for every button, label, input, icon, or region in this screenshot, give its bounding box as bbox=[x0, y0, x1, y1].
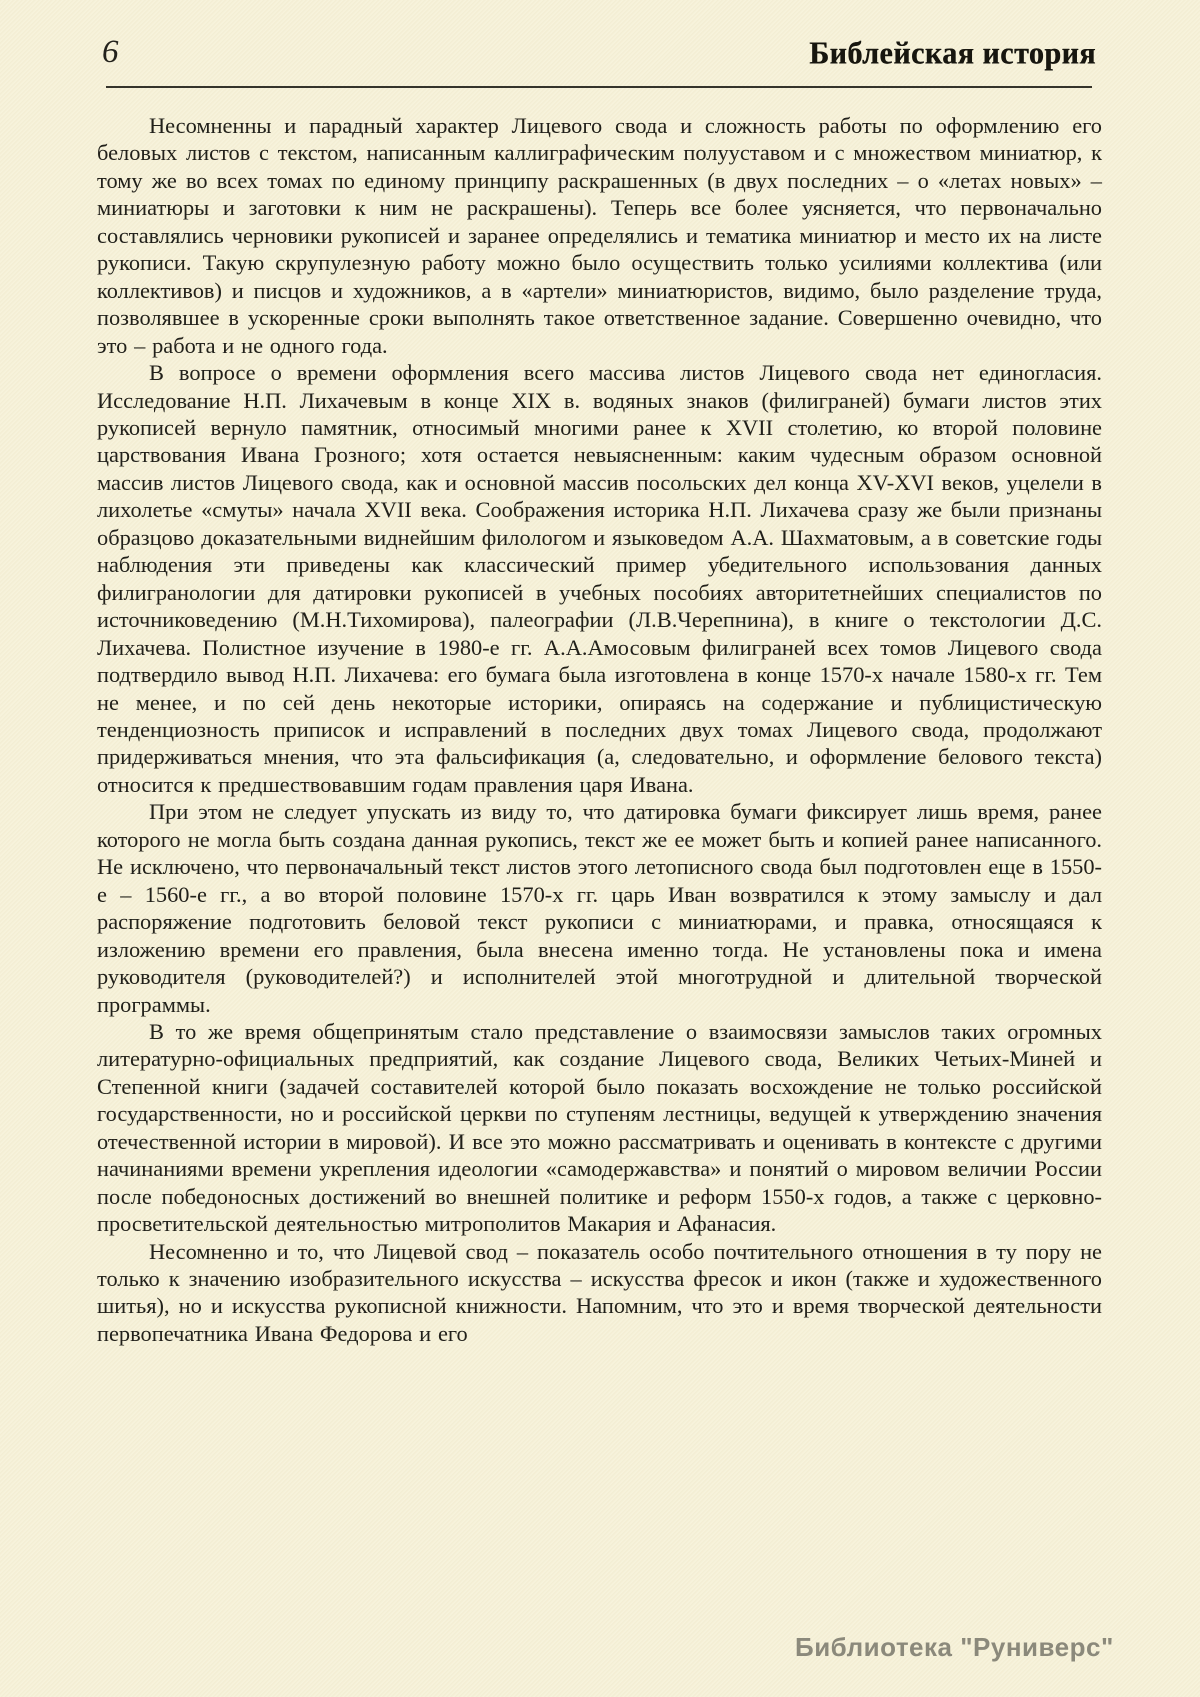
body-text bbox=[97, 112, 1102, 1347]
running-head-title: Библейская история bbox=[809, 36, 1096, 71]
paragraph: При этом не следует упускать из виду то, что датировка бумаги фиксирует лишь время, ранее которого не могла быть создана данная рукопись, текст же ее может быть и копией ранее написанного. Не исключено, что первоначальный текст листов этого летописного свода был подготовлен еще в 1550-е – 1560-е гг., а во второй половине 1570-х гг. царь Иван возвратился к этому замыслу и дал распоряжение подготовить беловой текст рукописи с миниатюрами, и правка, относящаяся к изложению времени его правления, была внесена именно тогда. Не установлены пока и имена руководителя (руководителей?) и исполнителей этой многотрудной и длительной творческой программы. bbox=[97, 799, 1102, 1017]
header-rule bbox=[106, 86, 1092, 88]
page-number: 6 bbox=[102, 34, 119, 70]
library-watermark: Библиотека "Руниверс" bbox=[795, 1632, 1114, 1662]
page-header bbox=[100, 30, 1096, 80]
paragraph: Несомненно и то, что Лицевой свод – показатель особо почтительного отношения в ту пору не только к значению изобразительного искусства – искусства фресок и икон (также и художественного шитья), но и искусства рукописной книжности. Напомним, что это и время творческой деятельности первопечатника Ивана Федорова и его bbox=[97, 1238, 1102, 1346]
paragraph: Несомненны и парадный характер Лицевого свода и сложность работы по оформлению его беловых листов с текстом, написанным каллиграфическим полууставом и с множеством миниатюр, к тому же во всех томах по единому принципу раскрашенных (в двух последних – о «летах новых» – миниатюры и заготовки к ним не раскрашены). Теперь все более уясняется, что первоначально составлялись черновики рукописей и заранее определялись и тематика миниатюр и место их на листе рукописи. Такую скрупулезную работу можно было осуществить только усилиями коллектива (или коллективов) и писцов и художников, а в «артели» миниатюристов, видимо, было разделение труда, позволявшее в ускоренные сроки выполнять такое ответственное задание. Совершенно очевидно, что это – работа и не одного года. bbox=[97, 113, 1102, 358]
paragraph: В то же время общепринятым стало представление о взаимосвязи замыслов таких огромных литературно-официальных предприятий, как создание Лицевого свода, Великих Четьих-Миней и Степенной книги (задачей составителей которой было показать восхождение не только российской государственности, но и российской церкви по ступеням лестницы, ведущей к утверждению значения отечественной истории в мировой). И все это можно рассматривать и оценивать в контексте с другими начинаниями времени укрепления идеологии «самодержавства» и понятий о мировом величии России после победоносных достижений во внешней политике и реформ 1550-х годов, а также с церковно-просветительской деятельностью митрополитов Макария и Афанасия. bbox=[97, 1018, 1102, 1237]
paragraph: В вопросе о времени оформления всего массива листов Лицевого свода нет единогласия. Исследование Н.П. Лихачевым в конце XIX в. водяных знаков (филиграней) бумаги листов этих рукописей вернуло памятник, относимый многими ранее к XVII столетию, ко второй половине царствования Ивана Грозного; хотя остается невыясненным: каким чудесным образом основной массив листов Лицевого свода, как и основной массив посольских дел конца XV-XVI веков, уцелели в лихолетье «смуты» начала XVII века. Соображения историка Н.П. Лихачева сразу же были признаны образцово доказательными виднейшим филологом и языковедом А.А. Шахматовым, а в советские годы наблюдения эти приведены как классический пример убедительного использования данных филигранологии для датировки рукописей в учебных пособиях авторитетнейших специалистов по источниковедению (М.Н.Тихомирова), палеографии (Л.В.Черепнина), в книге о текстологии Д.С. Лихачева. Полистное изучение в 1980-е гг. А.А.Амосовым филиграней всех томов Лицевого свода подтвердило вывод Н.П. Лихачева: его бумага была изготовлена в конце 1570-х начале 1580-х гг. Тем не менее, и по сей день некоторые историки, опираясь на содержание и публицистическую тенденциозность приписок и исправлений в последних двух томах Лицевого свода, продолжают придерживаться мнения, что эта фальсификация (а, следовательно, и оформление белового текста) относится к предшествовавшим годам правления царя Ивана. bbox=[97, 360, 1102, 797]
